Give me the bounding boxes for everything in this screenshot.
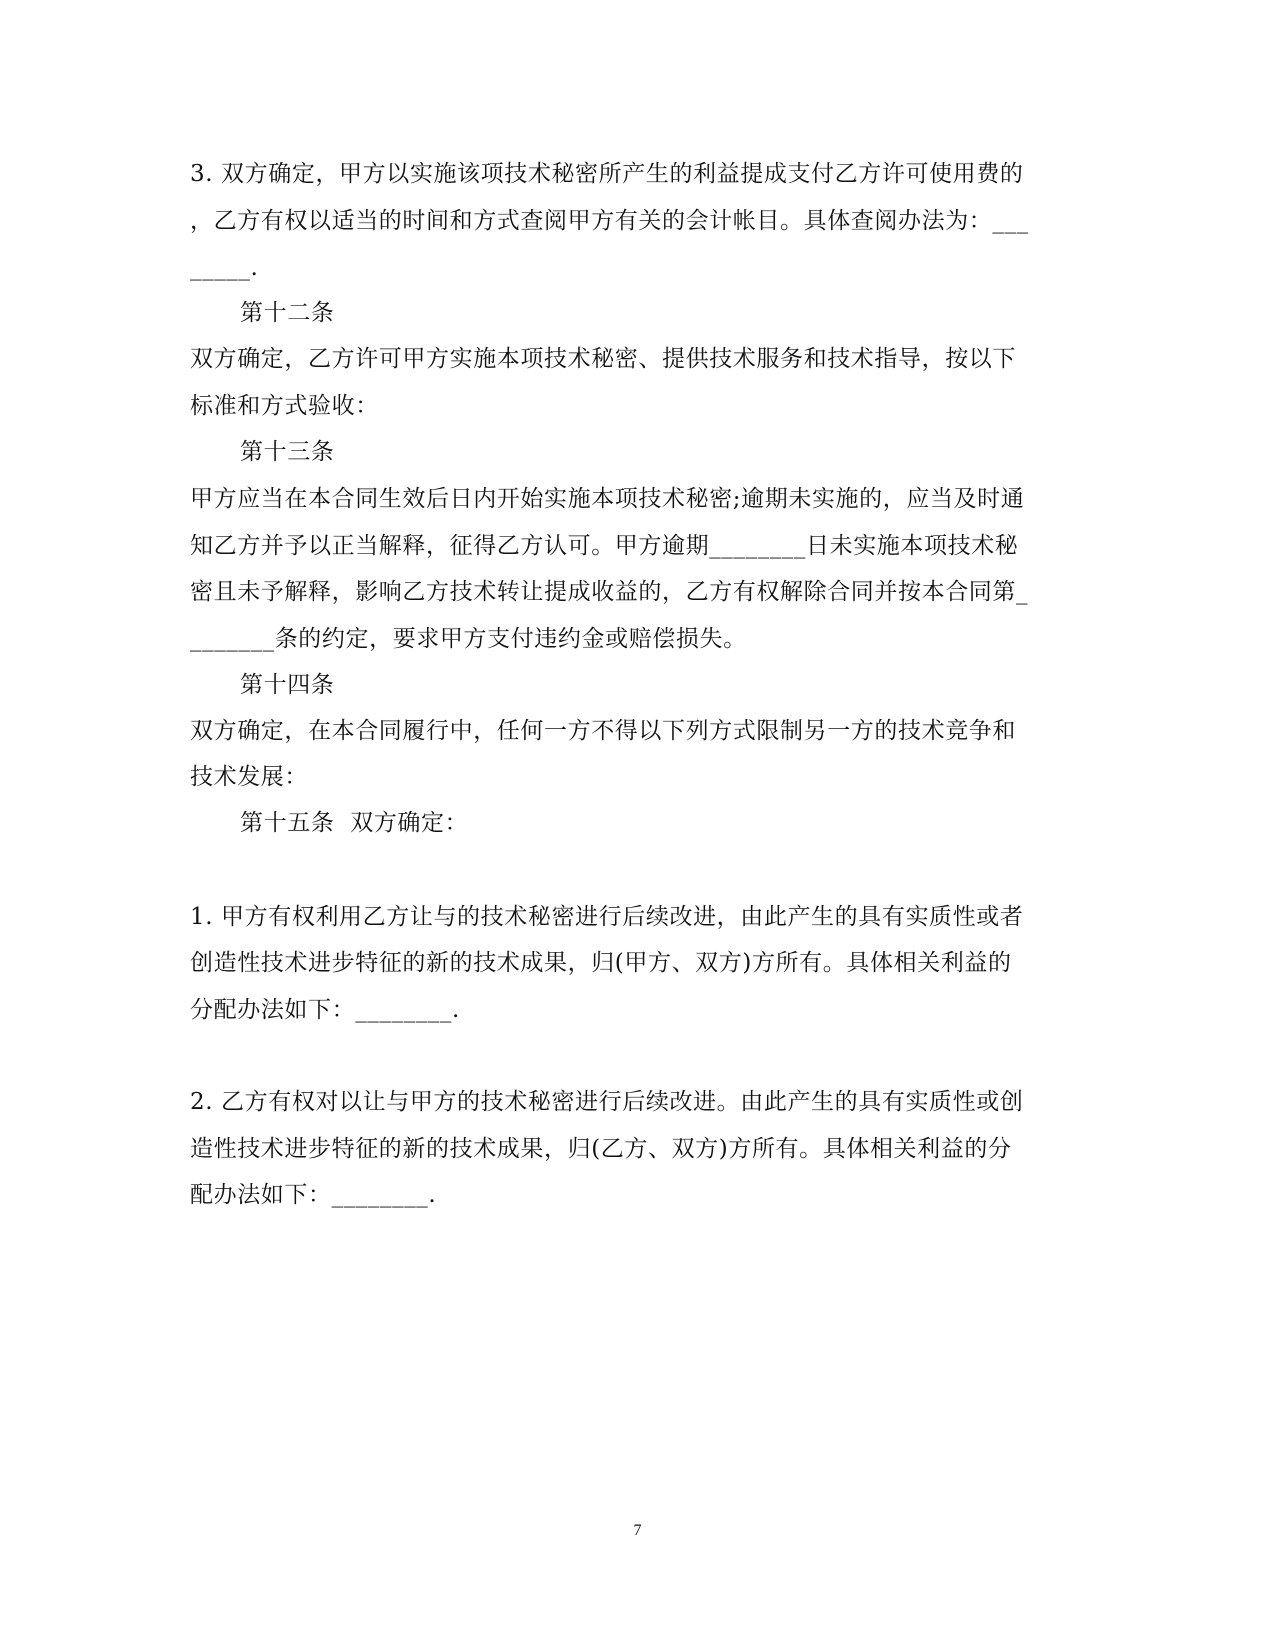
article-12-line-2: 标准和方式验收： bbox=[190, 393, 379, 419]
article-14-line-2: 技术发展： bbox=[190, 764, 308, 790]
article-13-line-3: 密且未予解释，影响乙方技术转让提成收益的，乙方有权解除合同并按本合同第_ bbox=[190, 579, 1029, 605]
page-number: 7 bbox=[633, 1522, 642, 1539]
article-14-line-1: 双方确定，在本合同履行中，任何一方不得以下列方式限制另一方的技术竞争和 bbox=[190, 718, 1016, 744]
article-13-line-1: 甲方应当在本合同生效后日内开始实施本项技术秘密;逾期未实施的，应当及时通 bbox=[190, 486, 1025, 512]
article-13-line-2: 知乙方并予以正当解释，征得乙方认可。甲方逾期________日未实施本项技术秘 bbox=[190, 533, 1019, 559]
article-15-item-1-line-2: 创造性技术进步特征的新的技术成果，归(甲方、双方)方所有。具体相关利益的 bbox=[190, 950, 1012, 976]
clause-3-line-3: _____. bbox=[190, 255, 259, 281]
article-13-heading: 第十三条 bbox=[240, 439, 335, 465]
article-14-heading: 第十四条 bbox=[240, 672, 335, 698]
article-15-heading: 第十五条 双方确定： bbox=[240, 810, 469, 836]
article-15-item-2-line-2: 造性技术进步特征的新的技术成果，归(乙方、双方)方所有。具体相关利益的分 bbox=[190, 1136, 1012, 1162]
article-15-item-2-line-3: 配办法如下：________. bbox=[190, 1182, 437, 1208]
article-12-line-1: 双方确定，乙方许可甲方实施本项技术秘密、提供技术服务和技术指导，按以下 bbox=[190, 346, 1016, 372]
article-13-line-4: _______条的约定，要求甲方支付违约金或赔偿损失。 bbox=[190, 626, 747, 652]
article-15-item-2-line-1: 2. 乙方有权对以让与甲方的技术秘密进行后续改进。由此产生的具有实质性或创 bbox=[190, 1089, 1024, 1115]
clause-3-line-2: ，乙方有权以适当的时间和方式查阅甲方有关的会计帐目。具体查阅办法为：___ bbox=[190, 208, 1029, 234]
clause-3-line-1: 3. 双方确定，甲方以实施该项技术秘密所产生的利益提成支付乙方许可使用费的 bbox=[190, 161, 1024, 187]
article-15-item-1-line-1: 1. 甲方有权利用乙方让与的技术秘密进行后续改进，由此产生的具有实质性或者 bbox=[190, 904, 1024, 930]
article-15-item-1-line-3: 分配办法如下：________. bbox=[190, 997, 460, 1023]
article-12-heading: 第十二条 bbox=[240, 300, 335, 326]
